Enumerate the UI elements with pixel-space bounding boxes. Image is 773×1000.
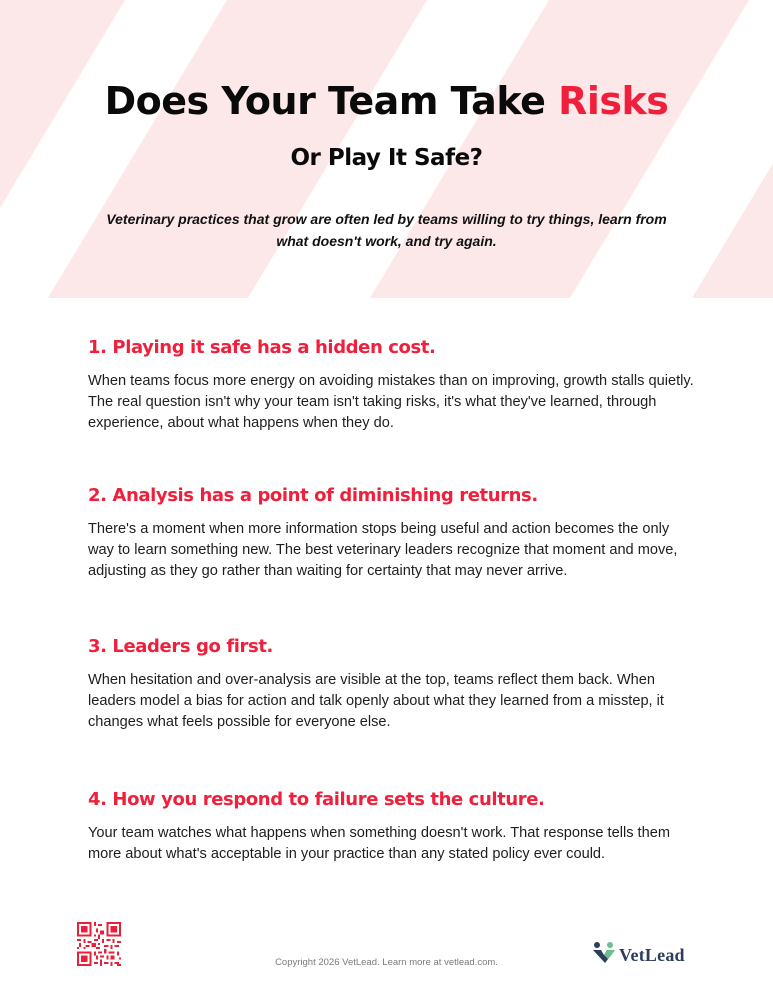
logo-text: VetLead <box>619 944 685 965</box>
copyright-text: Copyright 2026 VetLead. Learn more at vetlead.com. <box>275 957 498 968</box>
section-2 <box>88 483 698 582</box>
section-heading: 3. Leaders go first. <box>88 636 273 657</box>
vetlead-logo[interactable] <box>592 942 685 968</box>
section-body: There's a moment when more information stops being useful and action becomes the only way to learn something new. The best veterinary leaders recognize that moment and move, adjusting as they go rather than waiting for certainty that may never arrive. <box>88 521 678 579</box>
section-3 <box>88 634 698 733</box>
vetlead-people-icon <box>592 941 616 970</box>
section-body: When hesitation and over-analysis are visible at the top, teams reflect them back. When leaders model a bias for action and talk openly about what they learned from a misstep, it changes what feels possible for everyone else. <box>88 672 664 730</box>
section-4 <box>88 787 698 865</box>
page-title <box>0 76 773 126</box>
section-body: When teams focus more energy on avoiding mistakes than on improving, growth stalls quietly. The real question isn't why your team isn't taking risks, it's what they've learned, through experience, about what happens when they do. <box>88 373 694 431</box>
title-accent: Risks <box>558 79 669 123</box>
section-heading: 4. How you respond to failure sets the culture. <box>88 789 545 810</box>
intro-text: Veterinary practices that grow are often led by teams willing to try things, learn from what doesn't work, and try again. <box>106 211 667 249</box>
section-body: Your team watches what happens when something doesn't work. That response tells them more about what's acceptable in your practice than any stated policy ever could. <box>88 825 671 862</box>
title-main: Does Your Team Take <box>104 79 559 123</box>
section-heading: 2. Analysis has a point of diminishing returns. <box>88 485 538 506</box>
section-heading: 1. Playing it safe has a hidden cost. <box>88 337 436 358</box>
page-subtitle: Or Play It Safe? <box>290 145 483 171</box>
section-1 <box>88 335 698 434</box>
